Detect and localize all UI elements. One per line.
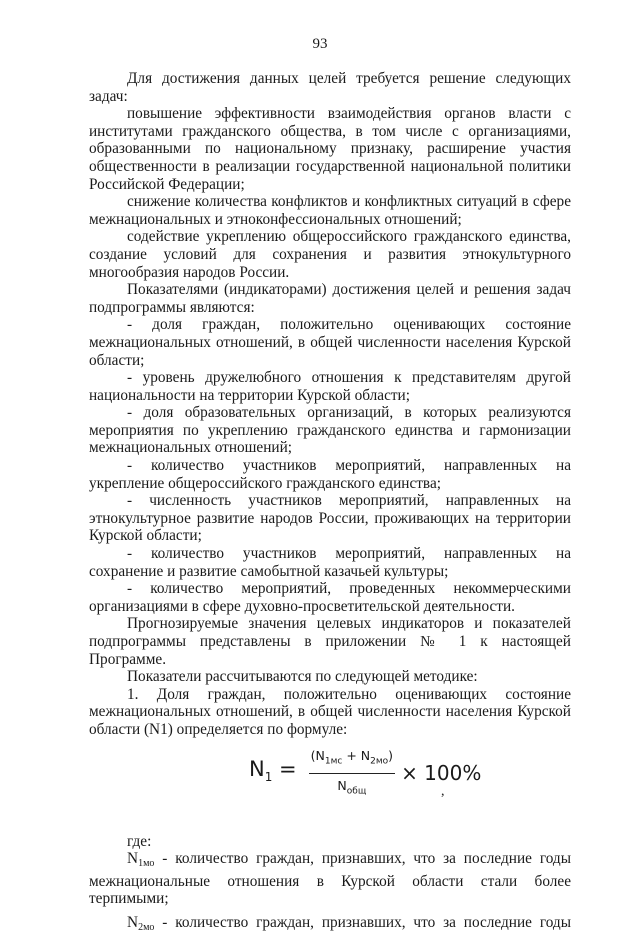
formula [89,745,571,811]
list-item: - уровень дружелюбного отношения к представителям другой национальности на территории Курской области; [89,369,571,404]
paragraph: Показателями (индикаторами) достижения целей и решения задач подпрограммы являются: [89,281,571,316]
list-item: - количество мероприятий, проведенных некоммерческими организациями в сфере духовно-просветительской деятельности. [89,580,571,615]
list-item: - доля образовательных организаций, в которых реализуются мероприятия по укреплению гражданского единства и гармонизации межнациональных отношений; [89,404,571,457]
formula-comma: , [441,783,445,799]
paragraph: содействие укреплению общероссийского гражданского единства, создание условий для сохранения и развития этнокультурного многообразия народов России. [89,228,571,281]
paragraph: Показатели рассчитываются по следующей методике: [127,668,478,686]
list-item: - количество участников мероприятий, направленных на сохранение и развитие самобытной казачьей культуры; [89,545,571,580]
formula-rhs: × 100% [401,760,482,785]
where-label: где: [127,832,152,850]
paragraph: Прогнозируемые значения целевых индикаторов и показателей подпрограммы представлены в приложении № 1 к настоящей Программе. [89,615,571,668]
formula-denominator: $N_{общ}$ [337,777,367,797]
page-number: 93 [312,36,328,52]
definition: $N_{1мо}$ - количество граждан, признавших, что за последние годы межнациональные отношения в Курской области стали более терпимыми; [89,850,571,908]
formula-lhs: $N_1$ = [249,756,297,784]
document-body [89,70,571,937]
paragraph: 1. Доля граждан, положительно оценивающих состояние межнациональных отношений, в общей численности населения Курской области (N1) определяется по формуле: [89,685,571,738]
list-item: - численность участников мероприятий, направленных на этнокультурное развитие народов России, проживающих на территории Курской области; [89,492,571,545]
formula-numerator: $(N_{1мс} + N_{2мо})$ [309,747,395,774]
formula-fraction [309,747,395,801]
list-item: - доля граждан, положительно оценивающих состояние межнациональных отношений, в общей численности населения Курской области; [89,316,571,369]
list-item: - количество участников мероприятий, направленных на укрепление общероссийского гражданского единства; [89,457,571,492]
paragraph: снижение количества конфликтов и конфликтных ситуаций в сфере межнациональных и этноконфессиональных отношений; [89,193,571,228]
definition: $N_{2мо}$ - количество граждан, признавших, что за последние годы [127,913,571,933]
paragraph: повышение эффективности взаимодействия органов власти с институтами гражданского общества, в том числе с организациями, образованными по национальному признаку, расширение участия общественности в реализации государственной национальной политики Российской Федерации; [89,105,571,193]
paragraph: Для достижения данных целей требуется решение следующих задач: [89,70,571,105]
